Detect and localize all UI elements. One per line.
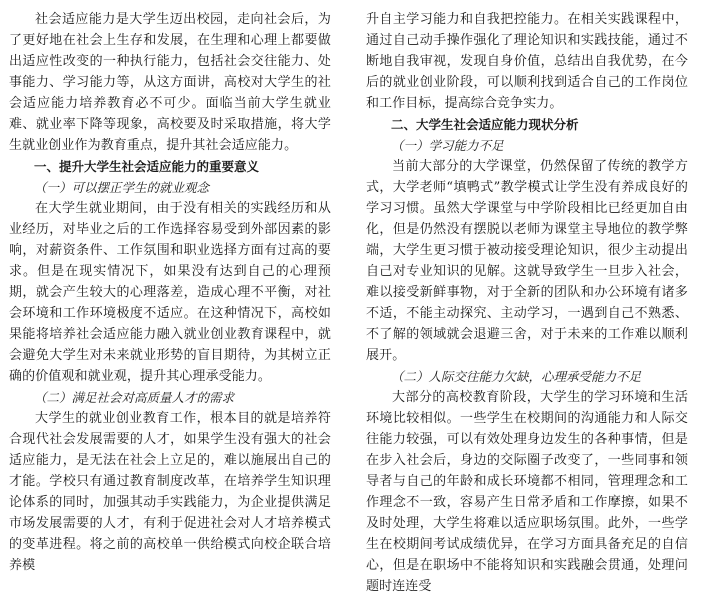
continued-paragraph: 升自主学习能力和自我把控能力。在相关实践课程中，通过自己动手操作强化了理论知识和实践技能，通过不断地自我审视，发现自身价值，总结出自我优势，在今后的就业创业阶段，可以顺利找到适合自己的工作岗位和工作目标，提高综合竞争实力。 — [366, 12, 688, 111]
paragraph-interpersonal: 大部分的高校教育阶段，大学生的学习环境和生活环境比较相似。一些学生在校期间的沟通能力和人际交往能力较强，可以有效处理身边发生的各种事情，但是在步入社会后，身边的交际圈子改变了，一些同事和领导者与自己的年龄和成长环境都不相同，管理理念和工作理念不一致，容易产生日常矛盾和工作摩擦，如果不及时处理，大学生将难以适应职场氛围。此外，一些学生在校期间考试成绩优异，在学习方面具备充足的自信心，但是在职场中不能将知识和实践融会贯通，处理问题时连连受 — [366, 390, 688, 594]
right-column — [366, 9, 688, 597]
section-2-heading: 二、大学生社会适应能力现状分析 — [391, 117, 579, 132]
left-column — [9, 9, 331, 576]
paragraph-learning-ability: 当前大部分的大学课堂，仍然保留了传统的教学方式，大学老师“填鸭式”教学模式让学生没有养成良好的学习习惯。虽然大学课堂与中学阶段相比已经更加自由化，但是仍然没有摆脱以老师为课堂主导地位的教学弊端，大学生更习惯于被动接受理论知识，很少主动提出自己对专业知识的见解。这就导致学生一旦步入社会，难以接受新鲜事物，对于全新的团队和办公环境有诸多不适，不能主动探究、主动学习，一遇到自己不熟悉、不了解的领域就会退避三舍，对于未来的工作难以顺利展开。 — [366, 159, 688, 363]
subsection-2-2-heading: （二）人际交往能力欠缺，心理承受能力不足 — [391, 369, 642, 384]
intro-paragraph: 社会适应能力是大学生迈出校园，走向社会后，为了更好地在社会上生存和发展，在生理和心理上都要做出适应性改变的一种执行能力，包括社会交往能力、处事能力、学习能力等，从这方面讲，高校对大学生的社会适应能力培养教育必不可少。面临当前大学生就业难、就业率下降等现象，高校要及时采取措施，将大学生就业创业作为教育重点，提升其社会适应能力。 — [9, 12, 331, 153]
subsection-1-1-heading: （一）可以摆正学生的就业观念 — [34, 180, 210, 195]
paragraph-talent-demand: 大学生的就业创业教育工作，根本目的就是培养符合现代社会发展需要的人才，如果学生没有强大的社会适应能力，是无法在社会上立足的，难以施展出自己的才能。学校只有通过教育制度改革，在培养学生知识理论体系的同时，加强其动手实践能力，为企业提供满足市场发展需要的人才，有利于促进社会对人才培养模式的变革进程。将之前的高校单一供给模式向校企联合培养模 — [9, 411, 331, 573]
paragraph-employment-view: 在大学生就业期间，由于没有相关的实践经历和从业经历，对毕业之后的工作选择容易受到外部因素的影响，对薪资条件、工作氛围和职业选择方面有过高的要求。但是在现实情况下，如果没有达到自己的心理预期，就会产生较大的心理落差，造成心理不平衡，对社会环境和工作环境极度不适应。在这种情况下，高校如果能将培养社会适应能力融入就业创业教育课程中，就会避免大学生对未来就业形势的盲目期待，为其树立正确的价值观和就业观，提升其心理承受能力。 — [9, 201, 331, 384]
subsection-1-2-heading: （二）满足社会对高质量人才的需求 — [34, 390, 235, 405]
subsection-2-1-heading: （一）学习能力不足 — [391, 138, 504, 153]
section-1-heading: 一、提升大学生社会适应能力的重要意义 — [34, 159, 260, 174]
